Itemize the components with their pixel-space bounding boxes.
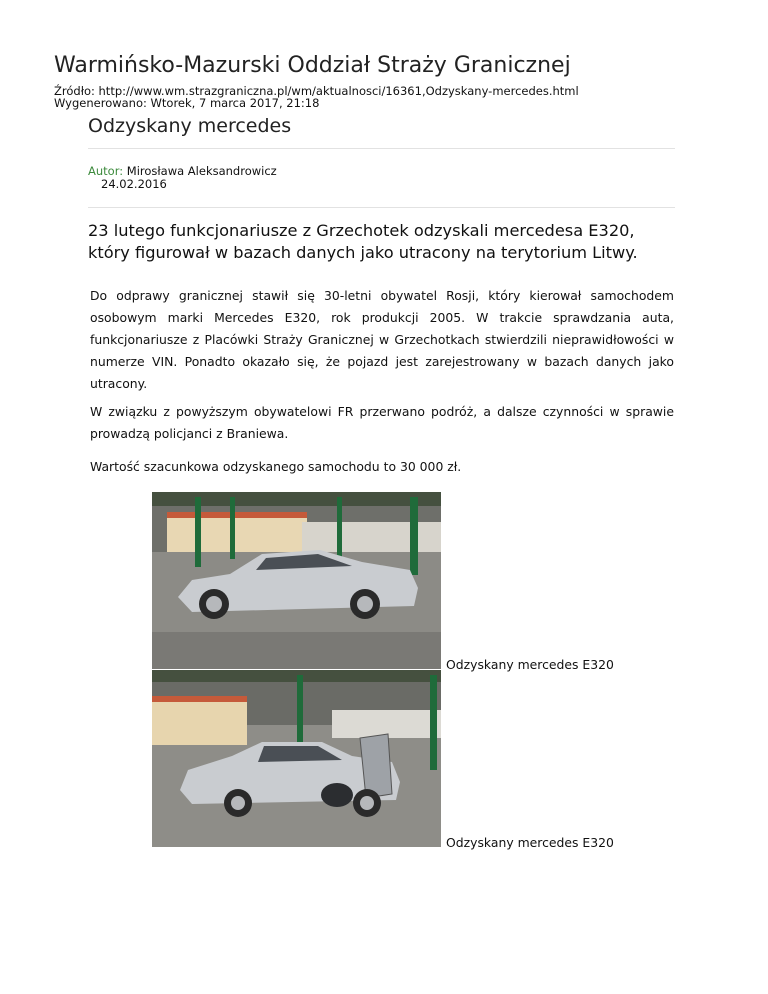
paragraph-2: W związku z powyższym obywatelowi FR przerwano podróż, a dalsze czynności w sprawie prowadzą policjanci z Braniewa.	[90, 404, 674, 441]
image-caption-1: Odzyskany mercedes E320	[446, 657, 614, 672]
article-title: Odzyskany mercedes	[88, 115, 292, 137]
car-photo-1	[152, 492, 441, 669]
car-photo-inspection-icon	[152, 670, 441, 847]
image-caption-2: Odzyskany mercedes E320	[446, 835, 614, 850]
article-date: 24.02.2016	[101, 177, 167, 191]
site-title: Warmińsko-Mazurski Oddział Straży Granicznej	[54, 53, 571, 78]
author-name: Mirosława Aleksandrowicz	[126, 164, 277, 178]
paragraph-1: Do odprawy granicznej stawił się 30-letni obywatel Rosji, który kierował samochodem osobowym marki Mercedes E320, rok produkcji 2005. W trakcie sprawdzania auta, funkcjonariusze z Placówki Straży Granicznej w Grzechotkach stwierdzili nieprawidłowości w numerze VIN. Ponadto okazało się, że pojazd jest zarejestrowany w bazach danych jako utracony.	[90, 288, 674, 391]
generated-line: Wygenerowano: Wtorek, 7 marca 2017, 21:18	[54, 96, 320, 110]
source-line: Źródło: http://www.wm.strazgraniczna.pl/wm/aktualnosci/16361,Odzyskany-mercedes.html	[54, 84, 579, 98]
article-lead: 23 lutego funkcjonariusze z Grzechotek odzyskali mercedesa E320, który figurował w bazach danych jako utracony na terytorium Litwy.	[88, 221, 638, 262]
paragraph-3: Wartość szacunkowa odzyskanego samochodu to 30 000 zł.	[90, 459, 462, 474]
author-label: Autor:	[88, 164, 124, 178]
meta-divider	[88, 207, 675, 208]
car-photo-2	[152, 670, 441, 847]
car-photo-icon	[152, 492, 441, 669]
title-divider	[88, 148, 675, 149]
